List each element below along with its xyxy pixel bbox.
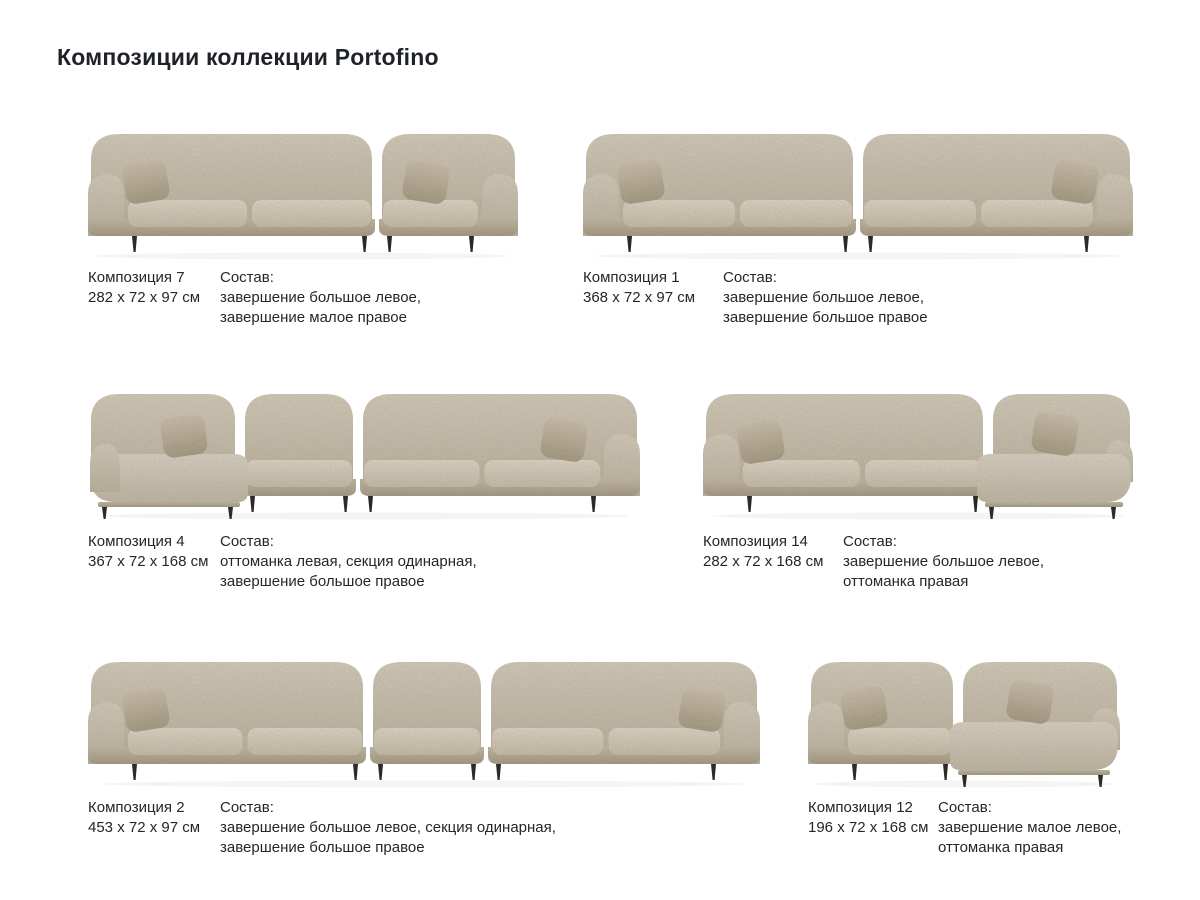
product-card bbox=[88, 380, 640, 592]
product-meta bbox=[703, 532, 1135, 592]
composition-line: оттоманка правая bbox=[843, 573, 969, 590]
composition-line: оттоманка правая bbox=[938, 839, 1064, 856]
sofa-image bbox=[88, 120, 518, 260]
product-meta bbox=[88, 268, 533, 328]
product-name: Композиция 2 bbox=[88, 799, 185, 816]
composition-label: Состав: bbox=[938, 799, 992, 816]
sofa-image bbox=[703, 380, 1133, 520]
composition-line: завершение большое левое, bbox=[843, 553, 1045, 570]
product-meta bbox=[88, 532, 640, 592]
product-name: Композиция 12 bbox=[808, 799, 913, 816]
product-card bbox=[88, 120, 533, 328]
composition-label: Состав: bbox=[843, 533, 897, 550]
composition-line: завершение малое правое bbox=[220, 309, 407, 326]
composition-label: Состав: bbox=[220, 533, 274, 550]
product-meta bbox=[808, 798, 1128, 858]
product-meta bbox=[88, 798, 768, 858]
composition-line: завершение большое правое bbox=[220, 573, 425, 590]
product-dimensions: 453 x 72 x 97 см bbox=[88, 819, 201, 836]
composition-line: завершение большое левое, bbox=[723, 289, 925, 306]
product-dimensions: 196 x 72 x 168 см bbox=[808, 819, 929, 836]
product-card bbox=[808, 648, 1128, 858]
composition-label: Состав: bbox=[723, 269, 777, 286]
composition-line: завершение большое правое bbox=[723, 309, 928, 326]
product-card bbox=[583, 120, 1135, 328]
product-meta bbox=[583, 268, 1135, 328]
composition-line: завершение большое левое, секция одинарная, bbox=[220, 819, 556, 836]
sofa-image bbox=[88, 648, 760, 788]
product-name: Композиция 14 bbox=[703, 533, 808, 550]
sofa-image bbox=[808, 648, 1120, 788]
product-card bbox=[703, 380, 1135, 592]
composition-line: завершение малое левое, bbox=[938, 819, 1122, 836]
product-name: Композиция 7 bbox=[88, 269, 185, 286]
product-name: Композиция 1 bbox=[583, 269, 680, 286]
composition-label: Состав: bbox=[220, 269, 274, 286]
product-dimensions: 368 x 72 x 97 см bbox=[583, 289, 696, 306]
composition-line: завершение большое левое, bbox=[220, 289, 422, 306]
page-title: Композиции коллекции Portofino bbox=[57, 44, 439, 70]
sofa-image bbox=[88, 380, 640, 520]
product-dimensions: 282 x 72 x 168 см bbox=[703, 553, 824, 570]
product-dimensions: 367 x 72 x 168 см bbox=[88, 553, 209, 570]
composition-label: Состав: bbox=[220, 799, 274, 816]
sofa-image bbox=[583, 120, 1133, 260]
composition-line: завершение большое правое bbox=[220, 839, 425, 856]
product-name: Композиция 4 bbox=[88, 533, 185, 550]
product-card bbox=[88, 648, 768, 858]
composition-line: оттоманка левая, секция одинарная, bbox=[220, 553, 477, 570]
product-dimensions: 282 x 72 x 97 см bbox=[88, 289, 201, 306]
